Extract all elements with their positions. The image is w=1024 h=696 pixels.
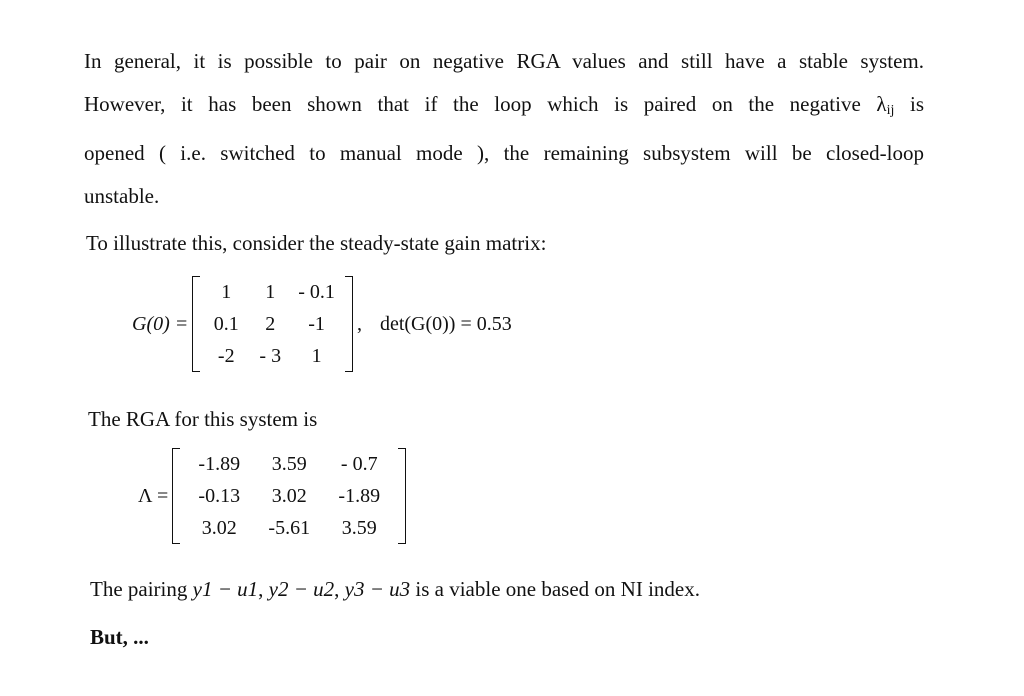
rga-matrix-cell: 3.02 — [201, 517, 237, 539]
rga-matrix-row — [184, 512, 394, 544]
gain-matrix — [192, 276, 353, 372]
rga-matrix-cell: -5.61 — [268, 517, 311, 539]
equation-separator: , — [356, 313, 362, 335]
pairing-1: y1 − u1 — [192, 577, 259, 601]
gain-matrix-cell: 1 — [311, 345, 322, 367]
paragraph-line-2-end: is — [910, 92, 925, 116]
gain-matrix-intro: To illustrate this, consider the steady-state gain matrix: — [86, 231, 547, 255]
gain-matrix-cell: 1 — [265, 281, 276, 303]
gain-matrix-lhs: G(0) = — [132, 313, 189, 335]
rga-matrix — [172, 448, 406, 544]
gain-matrix-cell: 0.1 — [213, 313, 239, 335]
gain-matrix-cell: -2 — [217, 345, 235, 367]
paragraph-line-3: opened ( i.e. switched to manual mode ), the remaining subsystem will be closed-loop — [84, 141, 924, 165]
rga-matrix-row — [184, 448, 394, 480]
gain-matrix-row — [204, 340, 341, 372]
rga-matrix-cell: -1.89 — [338, 485, 381, 507]
gain-matrix-row — [204, 276, 341, 308]
gain-matrix-cell: 1 — [221, 281, 232, 303]
closing-text: But, ... — [90, 625, 149, 649]
rga-matrix-cell: -1.89 — [198, 453, 241, 475]
rga-matrix-lhs: Λ = — [138, 485, 169, 507]
gain-matrix-row — [204, 308, 341, 340]
gain-matrix-equation — [132, 276, 512, 372]
rga-matrix-equation — [138, 448, 406, 544]
rga-matrix-cell: 3.59 — [271, 453, 307, 475]
gain-matrix-cell: 2 — [265, 313, 276, 335]
pairing-prefix: The pairing — [90, 577, 188, 601]
lambda-glyph: λ — [876, 92, 887, 116]
pairing-statement: The pairing y1 − u1, y2 − u2, y3 − u3 is a viable one based on NI index. — [90, 577, 700, 601]
rga-matrix-cell: 3.59 — [341, 517, 377, 539]
paragraph-rga-stability — [84, 40, 924, 218]
rga-matrix-cell: - 0.7 — [340, 453, 378, 475]
paragraph-line-1: In general, it is possible to pair on negative RGA values and still have a stable system. — [84, 49, 924, 73]
rga-matrix-cell: -0.13 — [198, 485, 241, 507]
rga-matrix-cell: 3.02 — [271, 485, 307, 507]
paragraph-line-4: unstable. — [84, 184, 160, 208]
paragraph-line-2 — [84, 83, 924, 132]
rga-intro: The RGA for this system is — [88, 407, 318, 431]
pairing-2: y2 − u2 — [268, 577, 335, 601]
determinant-expression: det(G(0)) = 0.53 — [379, 313, 512, 335]
paragraph-line-2-start: However, it has been shown that if the loop which is paired on the negative — [84, 92, 861, 116]
gain-matrix-cell: -1 — [308, 313, 325, 335]
gain-matrix-cell: - 3 — [259, 345, 282, 367]
rga-matrix-row — [184, 480, 394, 512]
pairing-suffix: is a viable one based on NI index. — [415, 577, 700, 601]
lambda-symbol — [876, 92, 894, 116]
gain-matrix-cell: - 0.1 — [298, 281, 335, 303]
pairing-3: y3 − u3 — [344, 577, 411, 601]
lambda-subscript: ij — [886, 103, 895, 118]
